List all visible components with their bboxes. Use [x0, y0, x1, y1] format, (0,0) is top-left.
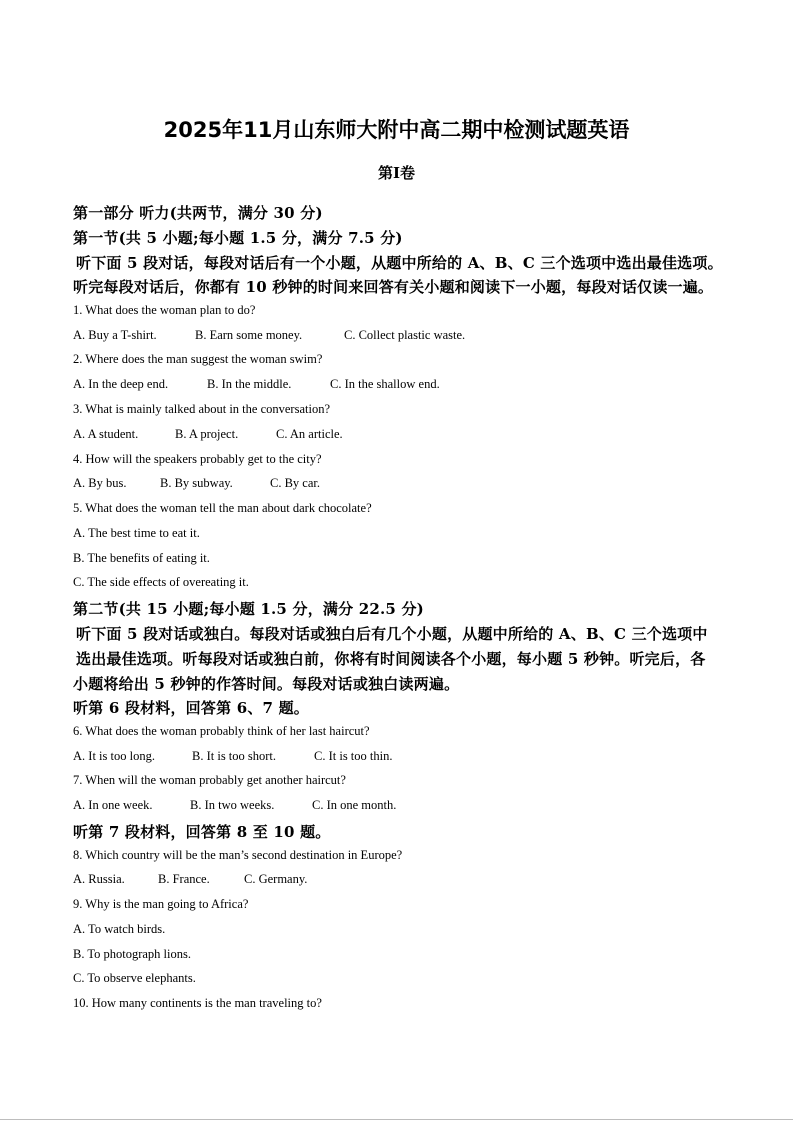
- section1-instruction-line2: 听完每段对话后，你都有 10 秒钟的时间来回答有关小题和阅读下一小题，每段对话仅读一遍。: [73, 278, 714, 296]
- q1-option-b: B. Earn some money.: [195, 328, 303, 342]
- question-4: 4. How will the speakers probably get to the city?: [73, 452, 322, 466]
- q6-option-c: C. It is too thin.: [314, 749, 393, 763]
- question-4-options: [73, 476, 320, 491]
- section2-instruction-line3: 小题将给出 5 秒钟的作答时间。每段对话或独白读两遍。: [73, 675, 460, 693]
- exam-title: 2025年11月山东师大附中高二期中检测试题英语: [163, 118, 630, 142]
- section2-instruction-line2: 选出最佳选项。听每段对话或独白前，你将有时间阅读各个小题，每小题 5 秒钟。听完后，各: [76, 650, 706, 668]
- q4-option-c: C. By car.: [270, 476, 320, 490]
- q6-option-b: B. It is too short.: [192, 749, 277, 763]
- q5-option-b: B. The benefits of eating it.: [73, 551, 210, 565]
- q7-option-c: C. In one month.: [312, 798, 397, 812]
- question-8-options: [73, 872, 307, 887]
- section1-heading: 第一节(共 5 小题;每小题 1.5 分，满分 7.5 分): [73, 229, 403, 247]
- volume-heading: 第Ⅰ卷: [377, 164, 416, 182]
- question-10: 10. How many continents is the man traveling to?: [73, 996, 322, 1010]
- q9-option-b: B. To photograph lions.: [73, 947, 191, 961]
- q2-option-b: B. In the middle.: [207, 377, 292, 391]
- q1-option-c: C. Collect plastic waste.: [344, 328, 466, 342]
- material-7-heading: 听第 7 段材料，回答第 8 至 10 题。: [73, 823, 331, 841]
- q2-option-c: C. In the shallow end.: [330, 377, 440, 391]
- section1-instruction-line1: 听下面 5 段对话，每段对话后有一个小题，从题中所给的 A、B、C 三个选项中选出最佳选项。: [76, 254, 723, 272]
- section2-instruction-line1: 听下面 5 段对话或独白。每段对话或独白后有几个小题，从题中所给的 A、B、C 三个选项中: [76, 625, 708, 643]
- q3-option-a: A. A student.: [73, 427, 139, 441]
- question-7-options: [73, 798, 396, 813]
- question-3-options: [73, 427, 343, 442]
- question-2: 2. Where does the man suggest the woman swim?: [73, 352, 323, 366]
- question-1: 1. What does the woman plan to do?: [73, 303, 256, 317]
- question-8: 8. Which country will be the man’s second destination in Europe?: [73, 848, 403, 862]
- q4-option-a: A. By bus.: [73, 476, 127, 490]
- q8-option-b: B. France.: [158, 872, 210, 886]
- q2-option-a: A. In the deep end.: [73, 377, 169, 391]
- question-5: 5. What does the woman tell the man about dark chocolate?: [73, 501, 372, 515]
- q6-option-a: A. It is too long.: [73, 749, 155, 763]
- question-6-options: [73, 749, 392, 764]
- question-1-options: [73, 328, 465, 343]
- q5-option-c: C. The side effects of overeating it.: [73, 575, 249, 589]
- q8-option-a: A. Russia.: [73, 872, 125, 886]
- q4-option-b: B. By subway.: [160, 476, 233, 490]
- q7-option-b: B. In two weeks.: [190, 798, 275, 812]
- q1-option-a: A. Buy a T-shirt.: [73, 328, 157, 342]
- question-6: 6. What does the woman probably think of her last haircut?: [73, 724, 370, 738]
- question-9: 9. Why is the man going to Africa?: [73, 897, 249, 911]
- page-bottom-divider: [0, 1119, 793, 1120]
- q5-option-a: A. The best time to eat it.: [73, 526, 200, 540]
- q9-option-a: A. To watch birds.: [73, 922, 166, 936]
- q9-option-c: C. To observe elephants.: [73, 971, 196, 985]
- question-7: 7. When will the woman probably get another haircut?: [73, 773, 346, 787]
- question-2-options: [73, 377, 440, 392]
- q7-option-a: A. In one week.: [73, 798, 153, 812]
- section2-heading: 第二节(共 15 小题;每小题 1.5 分，满分 22.5 分): [73, 600, 424, 618]
- material-6-heading: 听第 6 段材料，回答第 6、7 题。: [73, 699, 310, 717]
- q3-option-b: B. A project.: [175, 427, 239, 441]
- q8-option-c: C. Germany.: [244, 872, 308, 886]
- part1-heading: 第一部分 听力(共两节，满分 30 分): [73, 204, 323, 222]
- q3-option-c: C. An article.: [276, 427, 343, 441]
- question-3: 3. What is mainly talked about in the conversation?: [73, 402, 330, 416]
